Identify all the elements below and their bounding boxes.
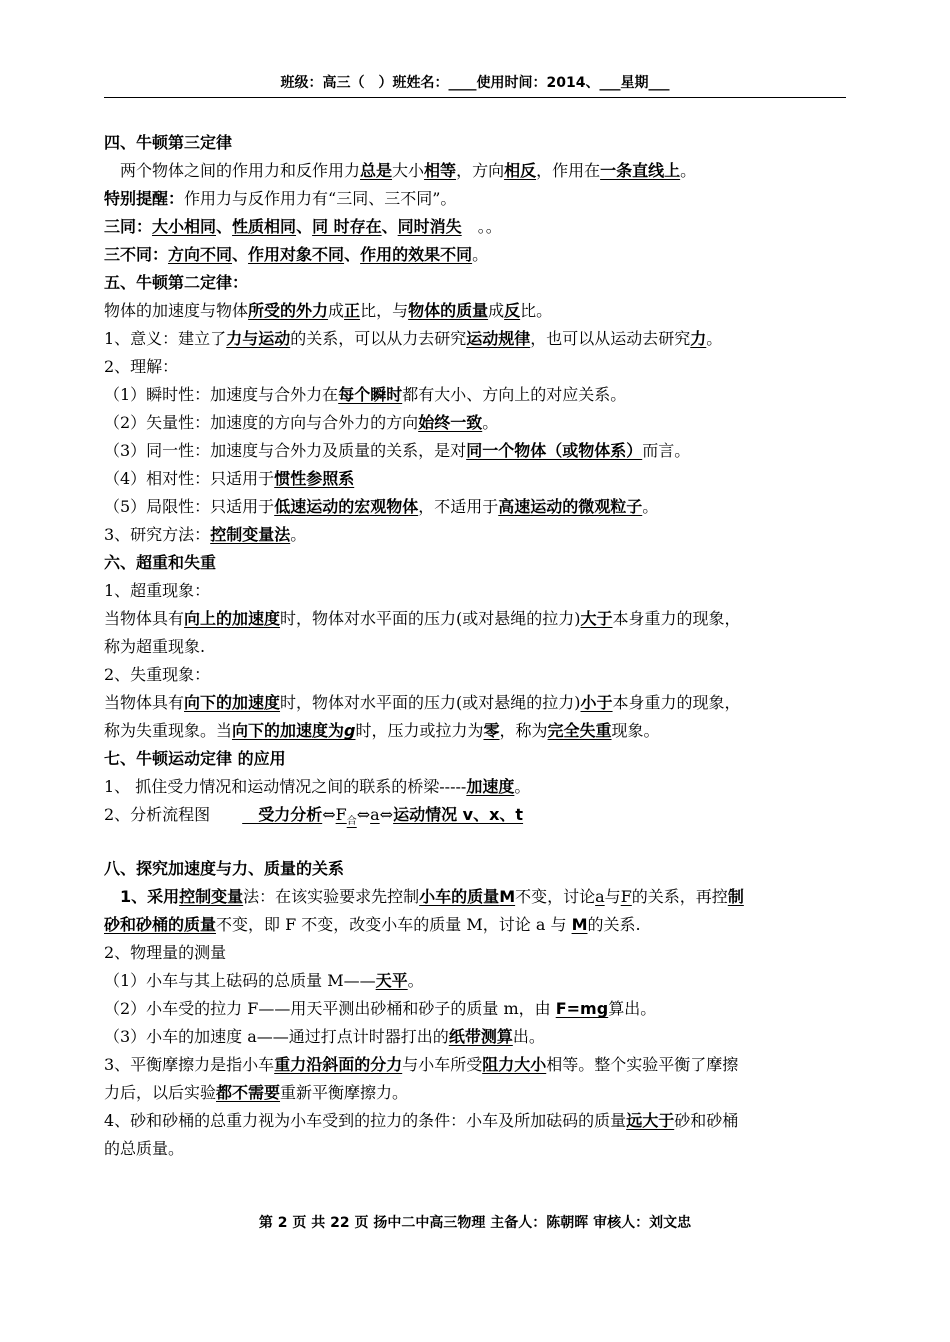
paragraph-line: 2、理解：	[104, 357, 179, 376]
paragraph-line: 称为超重现象.	[104, 637, 206, 656]
page-footer	[104, 1212, 846, 1232]
paragraph-line: （2）矢量性：加速度的方向与合外力的方向始终一致。	[104, 413, 499, 432]
flow-chart-line: 2、分析流程图 受力分析$\Leftrightarrow F_合\Leftrightarrow a\Leftrightarrow$运动情况 v、x、t	[104, 805, 524, 828]
paragraph-line: 特别提醒：作用力与反作用力有“三同、三不同”。	[104, 189, 457, 208]
paragraph-line: 三同：大小相同、性质相同、同 时存在、同时消失 。。	[104, 217, 502, 236]
paragraph-line: 2、失重现象：	[104, 665, 211, 684]
section-title-4: 四、牛顿第三定律	[104, 133, 233, 152]
footer-text: 第 2 页 共 22 页 扬中二中高三物理 主备人：陈朝晖 审核人：刘文忠	[258, 1215, 692, 1231]
paragraph-line: 物体的加速度与物体所受的外力成正比，与物体的质量成反比。	[104, 301, 553, 320]
paragraph-line: （1）小车与其上砝码的总质量 M——天平。	[104, 971, 424, 990]
paragraph-line: 1、意义：建立了力与运动的关系，可以从力去研究运动规律，也可以从运动去研究力。	[104, 329, 723, 348]
section-title-5: 五、牛顿第二定律：	[104, 273, 249, 292]
paragraph-line: 砂和砂桶的质量不变，即 F 不变，改变小车的质量 M，讨论 a 与 M的关系.	[104, 915, 641, 934]
double-arrow-icon: ⇔	[356, 805, 371, 824]
paragraph-line: 当物体具有向下的加速度时，物体对水平面的压力(或对悬绳的拉力)小于本身重力的现象，	[104, 693, 741, 712]
spacer	[104, 829, 852, 855]
header-text: 班级：高三（ ）班姓名：____使用时间：2014、___星期___	[280, 75, 670, 91]
document-body	[104, 129, 852, 1163]
paragraph-line: 三不同：方向不同、作用对象不同、作用的效果不同。	[104, 245, 489, 264]
section-title-7: 七、牛顿运动定律 的应用	[104, 749, 286, 768]
paragraph-line: 1、 抓住受力情况和运动情况之间的联系的桥梁-----加速度。	[104, 777, 531, 796]
section-title-6: 六、超重和失重	[104, 553, 217, 572]
paragraph-line: 两个物体之间的作用力和反作用力总是大小相等，方向相反，作用在一条直线上。	[104, 161, 697, 180]
double-arrow-icon: ⇔	[322, 805, 336, 824]
paragraph-line: 3、平衡摩擦力是指小车重力沿斜面的分力与小车所受阻力大小相等。整个实验平衡了摩擦	[104, 1055, 739, 1074]
paragraph-line: 力后，以后实验都不需要重新平衡摩擦力。	[104, 1083, 409, 1102]
paragraph-line: 称为失重现象。当向下的加速度为g时，压力或拉力为零，称为完全失重现象。	[104, 721, 660, 740]
paragraph-line: （5）局限性：只适用于低速运动的宏观物体，不适用于高速运动的微观粒子。	[104, 497, 659, 516]
paragraph-line: （3）同一性：加速度与合外力及质量的关系，是对同一个物体（或物体系）而言。	[104, 441, 691, 460]
paragraph-line: （1）瞬时性：加速度与合外力在每个瞬时都有大小、方向上的对应关系。	[104, 385, 627, 404]
paragraph-line: 1、采用控制变量法：在该实验要求先控制小车的质量M不变，讨论a与F的关系，再控制	[104, 887, 744, 906]
paragraph-line: 当物体具有向上的加速度时，物体对水平面的压力(或对悬绳的拉力)大于本身重力的现象，	[104, 609, 741, 628]
header-divider	[104, 97, 846, 98]
paragraph-line: （2）小车受的拉力 F——用天平测出砂桶和砂子的质量 m，由 F=mg算出。	[104, 999, 657, 1018]
section-title-8: 八、探究加速度与力、质量的关系	[104, 859, 345, 878]
paragraph-line: 3、研究方法：控制变量法。	[104, 525, 307, 544]
paragraph-line: 4、砂和砂桶的总重力视为小车受到的拉力的条件：小车及所加砝码的质量远大于砂和砂桶	[104, 1111, 739, 1130]
paragraph-line: （4）相对性：只适用于惯性参照系	[104, 469, 355, 488]
paragraph-line: 的总质量。	[104, 1139, 185, 1158]
page-header	[104, 72, 846, 92]
paragraph-line: 2、物理量的测量	[104, 943, 227, 962]
paragraph-line: （3）小车的加速度 a——通过打点计时器打出的纸带测算出。	[104, 1027, 545, 1046]
double-arrow-icon: ⇔	[379, 805, 394, 824]
paragraph-line: 1、超重现象：	[104, 581, 211, 600]
